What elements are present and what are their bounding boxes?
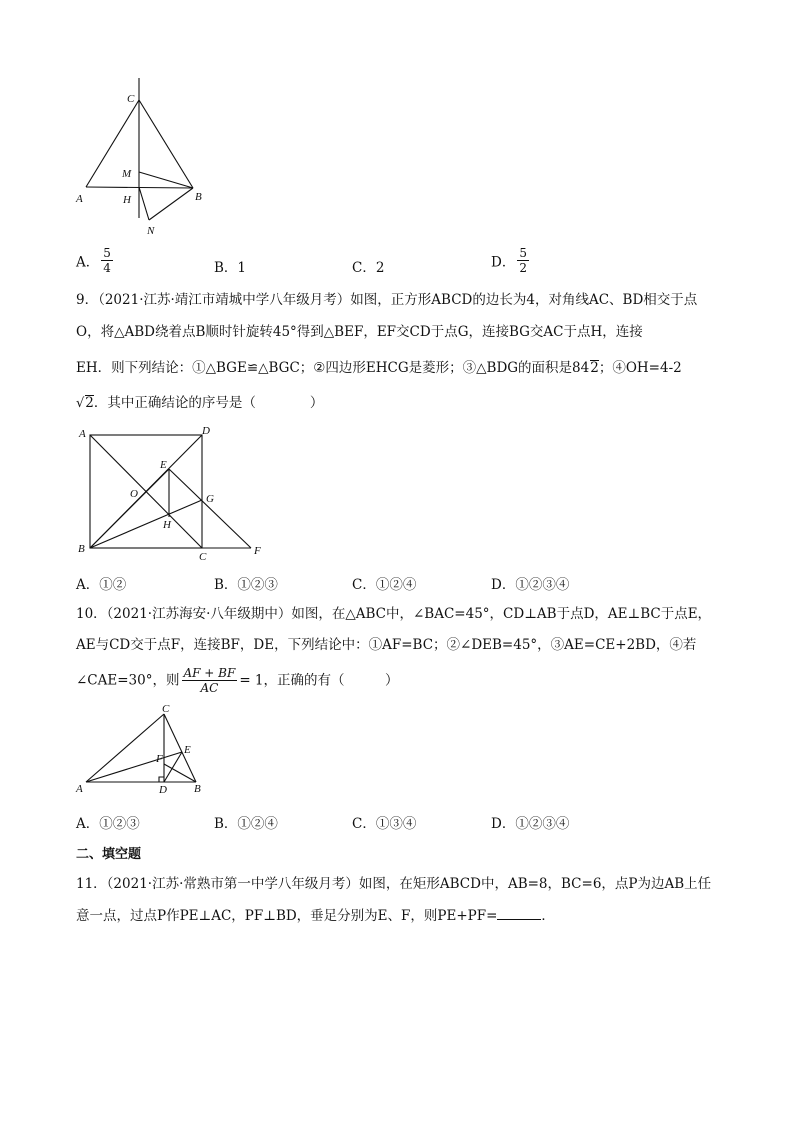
q9-line2: O，将△ABD绕着点B顺时针旋转45°得到△BEF，EF交CD于点G，连接BG交AC于点H，连接 bbox=[76, 324, 643, 340]
figure-q10 bbox=[74, 704, 214, 798]
q9-option-b: B．①②③ bbox=[214, 577, 278, 593]
q9-option-a: A．①② bbox=[76, 577, 127, 593]
q10-option-d: D．①②③④ bbox=[491, 816, 570, 832]
fig8-label-c: C bbox=[127, 93, 135, 105]
q8-option-b: B．1 bbox=[214, 260, 247, 276]
figure-q9 bbox=[74, 424, 274, 564]
fig9-label-e: E bbox=[160, 459, 167, 471]
fig8-label-a: A bbox=[76, 193, 83, 205]
fig10-segment-ac bbox=[86, 714, 164, 782]
q10-fraction: $\frac{AF + BF}{AC}$ bbox=[183, 666, 236, 695]
q10-option-a: A．①②③ bbox=[76, 816, 140, 832]
q10-line1: 10．（2021·江苏海安·八年级期中）如图，在△ABC中，∠BAC=45°，CD⊥AB于点D，AE⊥BC于点E， bbox=[76, 606, 712, 622]
fig8-label-b: B bbox=[195, 191, 202, 203]
figure-q8 bbox=[70, 78, 210, 243]
fig9-label-h: H bbox=[163, 519, 171, 531]
fig9-label-d: D bbox=[202, 425, 210, 437]
fig9-segment-be bbox=[90, 469, 169, 548]
q9-option-d: D．①②③④ bbox=[491, 577, 570, 593]
fig10-label-d: D bbox=[159, 784, 167, 796]
fig8-label-n: N bbox=[147, 225, 155, 237]
fig9-label-b: B bbox=[78, 543, 85, 555]
q8-option-a-fraction: $\frac{5}{4}$ bbox=[103, 246, 111, 275]
answer-blank bbox=[497, 907, 541, 920]
fig9-label-a: A bbox=[79, 428, 86, 440]
fig9-label-g: G bbox=[206, 493, 214, 505]
fig9-label-c: C bbox=[199, 551, 207, 563]
q8-option-d-fraction: $\frac{5}{2}$ bbox=[519, 246, 527, 275]
fig8-segment-hn bbox=[139, 187, 149, 220]
section-title-fill-in: 二、填空题 bbox=[76, 847, 142, 862]
fig9-label-f: F bbox=[254, 545, 261, 557]
sqrt-2: 2 bbox=[590, 360, 599, 376]
sqrt-2: 2 bbox=[85, 395, 94, 411]
q11-line2: 意一点，过点P作PE⊥AC，PF⊥BD，垂足分别为E、F，则PE+PF= ． bbox=[76, 908, 555, 924]
q9-option-c: C．①②④ bbox=[352, 577, 417, 593]
fig10-right-angle-mark bbox=[159, 777, 164, 782]
q8-option-c: C．2 bbox=[352, 260, 385, 276]
q10-option-b: B．①②④ bbox=[214, 816, 278, 832]
q9-line1: 9．（2021·江苏·靖江市靖城中学八年级月考）如图，正方形ABCD的边长为4，对角线AC、BD相交于点 bbox=[76, 292, 698, 308]
fig9-label-o: O bbox=[130, 488, 138, 500]
fig10-segment-cb bbox=[164, 714, 196, 782]
fig9-segment-bg bbox=[90, 500, 202, 548]
q11-line1: 11．（2021·江苏·常熟市第一中学八年级月考）如图，在矩形ABCD中，AB=8，BC=6，点P为边AB上任 bbox=[76, 876, 712, 892]
q9-line3: EH．则下列结论：①△BGE≌△BGC；②四边形EHCG是菱形；③△BDG的面积是842；④OH=4-2 bbox=[76, 360, 682, 376]
fig10-segment-ae bbox=[86, 752, 182, 782]
fig10-label-f: F bbox=[156, 753, 163, 765]
q10-option-c: C．①③④ bbox=[352, 816, 417, 832]
fig8-label-h: H bbox=[123, 194, 131, 206]
fig8-label-m: M bbox=[122, 168, 132, 180]
fig10-label-a: A bbox=[76, 783, 83, 795]
q10-line2: AE与CD交于点F，连接BF，DE，下列结论中：①AF=BC；②∠DEB=45°，③AE=CE+2BD，④若 bbox=[76, 637, 697, 653]
q8-option-a: A． $\frac{5}{4}$ bbox=[76, 246, 111, 275]
fig8-segment-bn bbox=[149, 188, 193, 220]
fig10-label-c: C bbox=[162, 704, 170, 715]
fig10-label-b: B bbox=[194, 783, 201, 795]
q10-line3: ∠CAE=30°，则 $\frac{AF + BF}{AC}$ = 1，正确的有（ ） bbox=[76, 666, 399, 695]
fig10-label-e: E bbox=[184, 744, 191, 756]
q9-line4: √2．其中正确结论的序号是（ ） bbox=[76, 395, 324, 411]
q8-option-d: D． $\frac{5}{2}$ bbox=[491, 246, 527, 275]
